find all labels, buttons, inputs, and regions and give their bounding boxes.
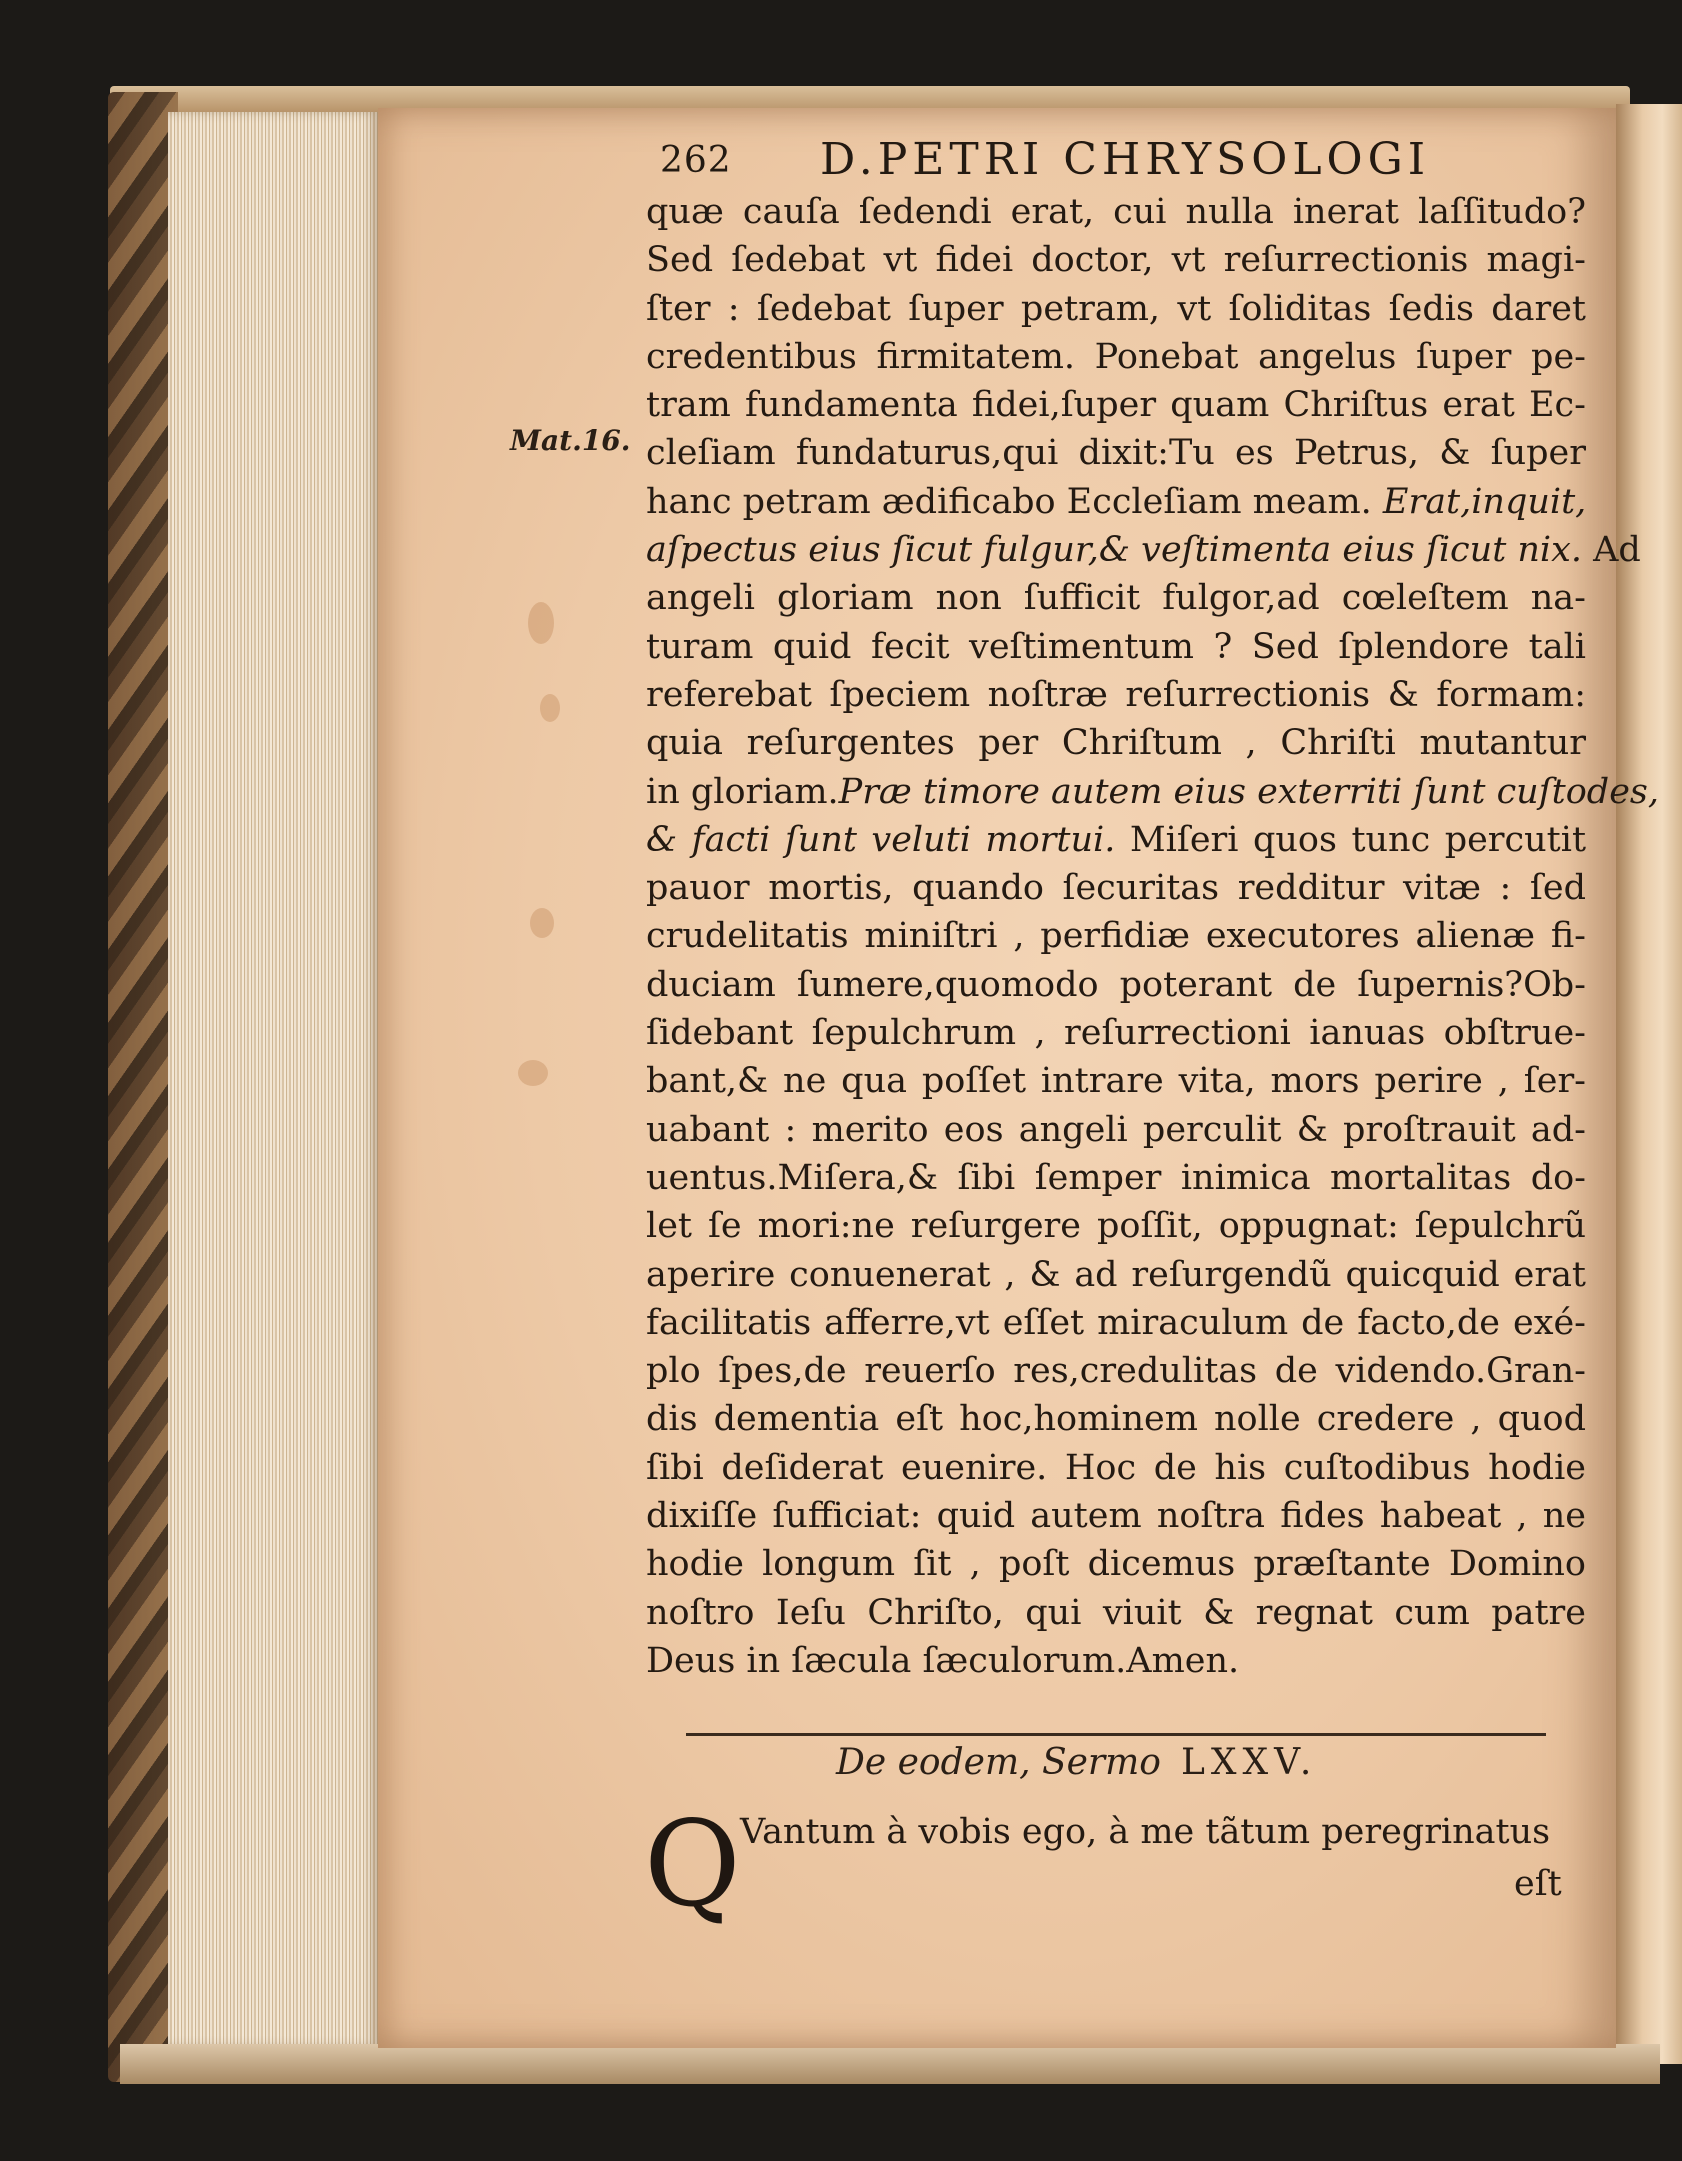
- text-line: [646, 381, 1586, 429]
- text-line: [646, 1589, 1586, 1637]
- foxing-spot: [540, 694, 560, 722]
- page-number: 262: [660, 140, 732, 181]
- text-line: [646, 1057, 1586, 1105]
- text-segment: turam quid fecit veſtimentum ? Sed ſplendore tali: [646, 626, 1586, 667]
- section-rule: [686, 1733, 1546, 1736]
- text-segment: noſtro Ieſu Chriſto, qui viuit & regnat cum patre: [646, 1592, 1586, 1633]
- italic-quotation: Erat,inquit,: [1382, 481, 1587, 522]
- text-line: [646, 1540, 1586, 1588]
- text-segment: referebat ſpeciem noſtræ reſurrectionis & formam:: [646, 674, 1586, 715]
- text-segment: dis dementia eſt hoc,hominem nolle credere , quod: [646, 1399, 1586, 1440]
- sermon-number: LXXV.: [1180, 1742, 1318, 1783]
- foxing-spot: [528, 602, 554, 644]
- body-text: [646, 188, 1660, 1685]
- page-block-edge: [168, 112, 378, 2047]
- text-segment: hodie longum ſit , poſt dicemus præſtante Domino: [646, 1544, 1586, 1585]
- cover-board-bottom: [120, 2044, 1660, 2084]
- text-line: [646, 1009, 1586, 1057]
- text-line: [646, 285, 1586, 333]
- text-segment: quæ cauſa ſedendi erat, cui nulla inerat laſſitudo?: [646, 192, 1586, 232]
- catchword: eſt: [1514, 1864, 1562, 1904]
- text-segment: ſter : ſedebat ſuper petram, vt ſoliditas ſedis daret: [646, 288, 1586, 329]
- text-segment: Deus in ſæcula ſæculorum.Amen.: [646, 1640, 1240, 1681]
- text-line: [646, 719, 1586, 767]
- text-line: [646, 1395, 1586, 1443]
- text-line: [646, 236, 1586, 284]
- text-line: [646, 429, 1586, 477]
- text-segment: cleſiam fundaturus,qui dixit:Tu es Petrus, & ſuper: [646, 433, 1586, 474]
- text-line: [646, 526, 1641, 574]
- text-segment: Ad: [1582, 530, 1641, 571]
- text-segment: hanc petram ædificabo Eccleſiam meam.: [646, 481, 1383, 522]
- text-segment: ſibi deſiderat euenire. Hoc de his cuſtodibus hodie: [646, 1447, 1586, 1488]
- text-segment: quia reſurgentes per Chriſtum , Chriſti mutantur: [646, 723, 1586, 764]
- text-line: [646, 1299, 1586, 1347]
- text-segment: let ſe mori:ne reſurgere poſſit, oppugnat: ſepulchrũ: [646, 1206, 1586, 1247]
- facing-page-gutter: [1616, 104, 1682, 2064]
- text-line: [646, 961, 1586, 1009]
- sermon-first-line: Vantum à vobis ego, à me tãtum peregrinatus: [740, 1812, 1551, 1852]
- text-segment: facilitatis afferre,vt eſſet miraculum de facto,de exé-: [646, 1302, 1586, 1343]
- text-line: [646, 1444, 1586, 1492]
- text-segment: plo ſpes,de reuerſo res,credulitas de videndo.Gran-: [646, 1351, 1586, 1392]
- text-line: [646, 1637, 1586, 1685]
- text-line: [646, 1347, 1586, 1395]
- text-line: [646, 912, 1586, 960]
- italic-quotation: & facti ſunt veluti mortui.: [646, 819, 1116, 860]
- text-line: [646, 864, 1586, 912]
- text-line: [646, 816, 1586, 864]
- text-line: [646, 574, 1586, 622]
- text-segment: aperire conuenerat , & ad reſurgendũ quicquid erat: [646, 1254, 1586, 1295]
- running-head: D.PETRI CHRYSOLOGI: [820, 134, 1431, 185]
- text-line: [646, 623, 1586, 671]
- italic-quotation: Præ timore autem eius exterriti ſunt cuſtodes,: [838, 771, 1660, 812]
- text-segment: crudelitatis miniſtri , perfidiæ executores alienæ fi-: [646, 916, 1586, 957]
- text-segment: uabant : merito eos angeli perculit & proſtrauit ad-: [646, 1109, 1586, 1150]
- page-header: [660, 134, 1580, 184]
- text-segment: tram fundamenta fidei,ſuper quam Chriſtus erat Ec-: [646, 385, 1586, 426]
- text-segment: duciam ſumere,quomodo poterant de ſupernis?Ob-: [646, 964, 1586, 1005]
- italic-quotation: aſpectus eius ſicut fulgur,& veſtimenta eius ſicut nix.: [646, 530, 1582, 571]
- foxing-spot: [530, 908, 554, 938]
- text-line: [646, 1154, 1586, 1202]
- text-line: [646, 671, 1586, 719]
- section-heading: [836, 1742, 1536, 1783]
- text-line: [646, 478, 1586, 526]
- text-segment: angeli gloriam non ſufficit fulgor,ad cœleſtem na-: [646, 578, 1586, 619]
- text-segment: Miſeri quos tunc percutit: [1115, 819, 1587, 860]
- drop-cap: Q: [644, 1795, 741, 1933]
- foxing-spot: [518, 1060, 548, 1086]
- text-line: [646, 768, 1660, 816]
- text-segment: uentus.Miſera,& ſibi ſemper inimica mortalitas do-: [646, 1157, 1586, 1198]
- text-segment: dixiſſe ſufficiat: quid autem noſtra fides habeat , ne: [646, 1496, 1586, 1537]
- text-segment: pauor mortis, quando ſecuritas redditur vitæ : ſed: [646, 868, 1586, 909]
- text-segment: ſidebant ſepulchrum , reſurrectioni ianuas obſtrue-: [646, 1013, 1586, 1054]
- text-line: [646, 1251, 1586, 1299]
- text-line: [646, 1202, 1586, 1250]
- marginal-reference: Mat.16.: [510, 424, 631, 457]
- text-segment: Sed ſedebat vt fidei doctor, vt reſurrectionis magi-: [646, 240, 1586, 281]
- text-segment: bant,& ne qua poſſet intrare vita, mors perire , ſer-: [646, 1061, 1586, 1102]
- text-segment: credentibus firmitatem. Ponebat angelus ſuper pe-: [646, 336, 1586, 377]
- text-line: [646, 1492, 1586, 1540]
- text-line: [646, 333, 1586, 381]
- text-line: [646, 1106, 1586, 1154]
- section-heading-text: De eodem, Sermo: [836, 1742, 1161, 1783]
- text-line: [646, 188, 1586, 236]
- text-segment: in gloriam.: [646, 771, 839, 812]
